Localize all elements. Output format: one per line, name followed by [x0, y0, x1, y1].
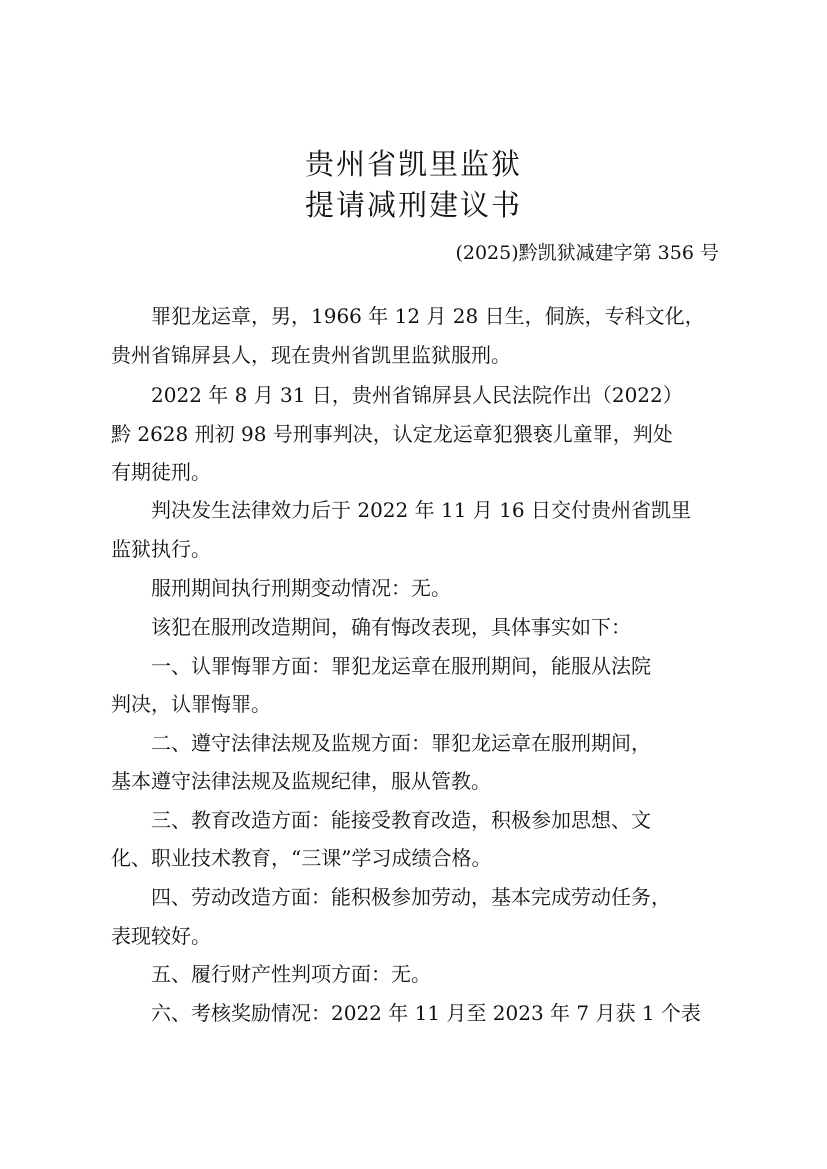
document-title-line2: 提请减刑建议书: [304, 188, 522, 222]
document-number: (2025)黔凯狱减建字第 356 号: [455, 242, 719, 264]
body-line: 基本遵守法律法规及监规纪律，服从管教。: [111, 769, 491, 793]
body-line: 五、履行财产性判项方面：无。: [151, 962, 431, 986]
body-line: 判决发生法律效力后于 2022 年 11 月 16 日交付贵州省凯里: [151, 498, 691, 522]
body-line: 四、劳动改造方面：能积极参加劳动，基本完成劳动任务，: [151, 885, 671, 909]
body-line: 六、考核奖励情况：2022 年 11 月至 2023 年 7 月获 1 个表: [151, 1001, 701, 1025]
body-line: 有期徒刑。: [111, 460, 211, 484]
body-line: 服刑期间执行刑期变动情况：无。: [151, 576, 451, 600]
body-line: 化、职业技术教育，“三课”学习成绩合格。: [111, 846, 492, 870]
body-line: 三、教育改造方面：能接受教育改造，积极参加思想、文: [151, 808, 651, 832]
body-line: 判决，认罪悔罪。: [111, 692, 271, 716]
body-line: 2022 年 8 月 31 日，贵州省锦屏县人民法院作出（2022）: [151, 383, 683, 407]
body-line: 该犯在服刑改造期间，确有悔改表现，具体事实如下：: [151, 615, 631, 639]
body-line: 罪犯龙运章，男，1966 年 12 月 28 日生，侗族，专科文化，: [151, 304, 705, 328]
body-line: 二、遵守法律法规及监规方面：罪犯龙运章在服刑期间，: [151, 731, 651, 755]
body-line: 黔 2628 刑初 98 号刑事判决，认定龙运章犯猥亵儿童罪，判处: [111, 422, 673, 446]
document-title-line1: 贵州省凯里监狱: [304, 147, 522, 181]
body-line: 表现较好。: [111, 924, 211, 948]
body-line: 一、认罪悔罪方面：罪犯龙运章在服刑期间，能服从法院: [151, 654, 651, 678]
body-line: 贵州省锦屏县人，现在贵州省凯里监狱服刑。: [111, 343, 511, 367]
body-line: 监狱执行。: [111, 537, 211, 561]
